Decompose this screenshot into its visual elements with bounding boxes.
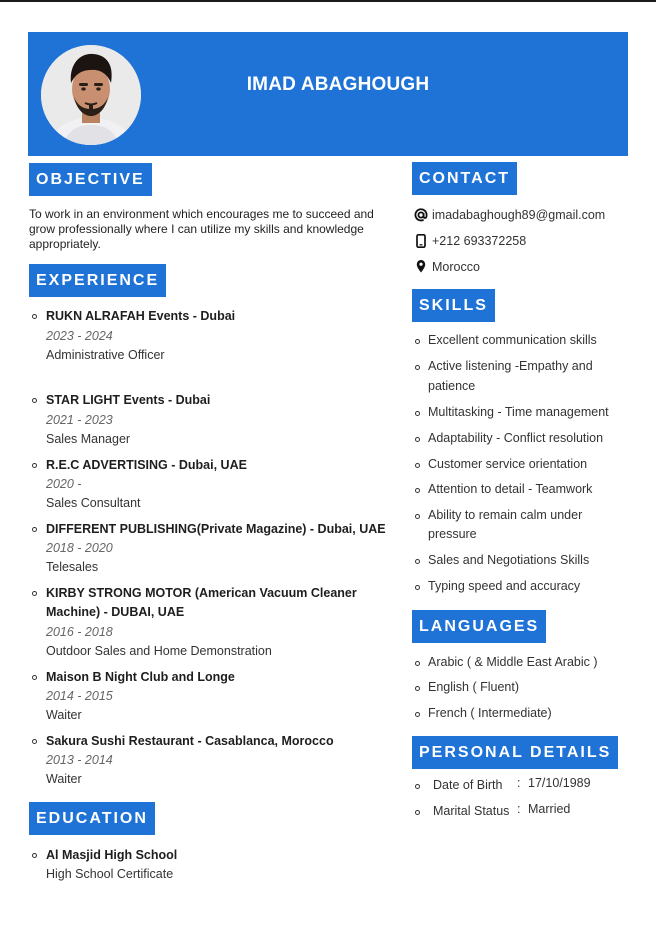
detail-label: Marital Status xyxy=(433,804,510,818)
experience-company: STAR LIGHT Events - Dubai xyxy=(46,393,211,407)
language-text: Arabic ( & Middle East Arabic ) xyxy=(428,655,598,669)
bullet-icon xyxy=(415,712,420,717)
experience-company: R.E.C ADVERTISING - Dubai, UAE xyxy=(46,458,247,472)
bullet-icon xyxy=(32,853,37,858)
at-icon xyxy=(414,208,428,222)
bullet-icon xyxy=(32,314,37,319)
experience-years: 2018 - 2020 xyxy=(46,541,113,555)
skill-text: Active listening -Empathy and xyxy=(428,359,593,373)
detail-value: 17/10/1989 xyxy=(528,776,591,790)
skill-text: Ability to remain calm under xyxy=(428,508,583,522)
profile-photo-illustration xyxy=(41,45,141,145)
bullet-icon xyxy=(415,463,420,468)
top-border xyxy=(0,0,656,2)
detail-separator: : xyxy=(517,802,521,816)
languages-heading: LANGUAGES xyxy=(412,610,546,643)
education-school: Al Masjid High School xyxy=(46,848,178,862)
objective-heading: OBJECTIVE xyxy=(29,163,152,196)
detail-label: Date of Birth xyxy=(433,778,503,792)
bullet-icon xyxy=(415,339,420,344)
profile-photo xyxy=(41,45,141,145)
language-text: English ( Fluent) xyxy=(428,680,520,694)
bullet-icon xyxy=(32,739,37,744)
experience-company: KIRBY STRONG MOTOR (American Vacuum Cleaner xyxy=(46,586,357,600)
experience-role: Outdoor Sales and Home Demonstration xyxy=(46,644,272,658)
experience-role: Sales Manager xyxy=(46,432,131,446)
experience-role: Telesales xyxy=(46,560,99,574)
experience-role: Waiter xyxy=(46,772,82,786)
education-heading: EDUCATION xyxy=(29,802,155,835)
contact-heading: CONTACT xyxy=(412,162,517,195)
bullet-icon xyxy=(32,398,37,403)
language-text: French ( Intermediate) xyxy=(428,706,552,720)
skill-text: Excellent communication skills xyxy=(428,333,597,347)
bullet-icon xyxy=(32,463,37,468)
experience-heading: EXPERIENCE xyxy=(29,264,166,297)
experience-years: 2020 - xyxy=(46,477,82,491)
bullet-icon xyxy=(415,585,420,590)
bullet-icon xyxy=(415,661,420,666)
contact-phone: +212 693372258 xyxy=(432,234,527,248)
detail-separator: : xyxy=(517,776,521,790)
bullet-icon xyxy=(415,411,420,416)
skill-text: Multitasking - Time management xyxy=(428,405,609,419)
personal-details-heading: PERSONAL DETAILS xyxy=(412,736,618,769)
experience-company: RUKN ALRAFAH Events - Dubai xyxy=(46,309,236,323)
experience-role: Waiter xyxy=(46,708,82,722)
bullet-icon xyxy=(415,488,420,493)
bullet-icon xyxy=(32,527,37,532)
detail-value: Married xyxy=(528,802,571,816)
bullet-icon xyxy=(415,784,420,789)
experience-role: Sales Consultant xyxy=(46,496,141,510)
candidate-name: IMAD ABAGHOUGH xyxy=(246,74,430,95)
skill-text: Attention to detail - Teamwork xyxy=(428,482,593,496)
bullet-icon xyxy=(32,591,37,596)
experience-company: Sakura Sushi Restaurant - Casablanca, Morocco xyxy=(46,734,334,748)
experience-company: Machine) - DUBAI, UAE xyxy=(46,605,185,619)
skill-text: Sales and Negotiations Skills xyxy=(428,553,590,567)
location-pin-icon xyxy=(414,259,428,273)
experience-company: Maison B Night Club and Longe xyxy=(46,670,235,684)
experience-years: 2014 - 2015 xyxy=(46,689,113,703)
skill-text: Adaptability - Conflict resolution xyxy=(428,431,604,445)
experience-years: 2021 - 2023 xyxy=(46,413,113,427)
skill-text: Customer service orientation xyxy=(428,457,588,471)
bullet-icon xyxy=(415,514,420,519)
skill-text: patience xyxy=(428,379,476,393)
experience-company: DIFFERENT PUBLISHING(Private Magazine) - Dubai, UAE xyxy=(46,522,386,536)
education-degree: High School Certificate xyxy=(46,867,174,881)
bullet-icon xyxy=(415,686,420,691)
experience-role: Administrative Officer xyxy=(46,348,165,362)
resume-header xyxy=(28,32,628,156)
bullet-icon xyxy=(415,437,420,442)
skill-text: pressure xyxy=(428,527,477,541)
skill-text: Typing speed and accuracy xyxy=(428,579,581,593)
contact-email[interactable]: imadabaghough89@gmail.com xyxy=(432,208,606,222)
experience-years: 2023 - 2024 xyxy=(46,329,113,343)
bullet-icon xyxy=(415,810,420,815)
bullet-icon xyxy=(415,365,420,370)
skills-heading: SKILLS xyxy=(412,289,495,322)
experience-years: 2013 - 2014 xyxy=(46,753,113,767)
experience-years: 2016 - 2018 xyxy=(46,625,113,639)
objective-text: To work in an environment which encourages me to succeed and grow professionally where I can utilize my skills and knowledge appropriately. xyxy=(29,207,374,251)
phone-icon xyxy=(414,234,428,248)
bullet-icon xyxy=(32,675,37,680)
contact-location: Morocco xyxy=(432,260,480,274)
bullet-icon xyxy=(415,559,420,564)
